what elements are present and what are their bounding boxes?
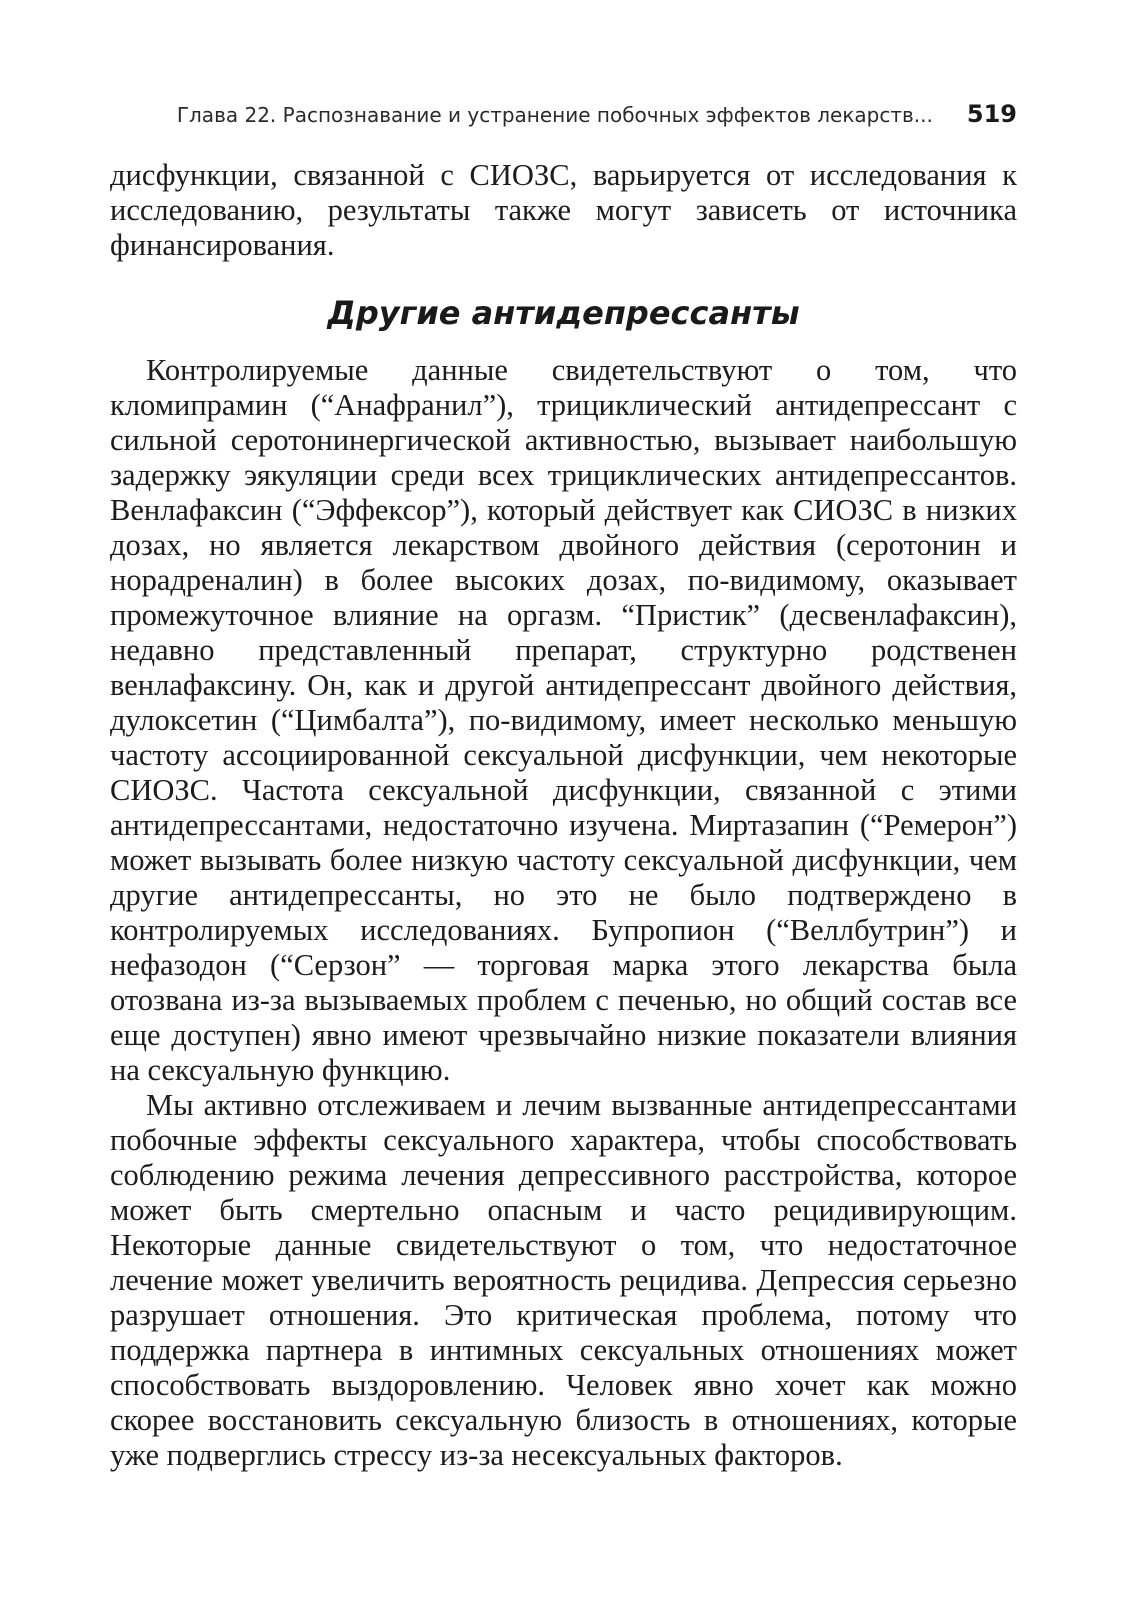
section-heading: Другие антидепрессанты — [327, 294, 800, 332]
chapter-running-title: Глава 22. Распознавание и устранение побочных эффектов лекарств... — [176, 103, 933, 127]
paragraph-2: Мы активно отслеживаем и лечим вызванные антидепрессантами побочные эффекты сексуального характера, чтобы способствовать соблюдению режима лечения депрессивного расстройства, которое может быть смертельно опасным и часто рецидивирующим. Некоторые данные свидетельствуют о том, что недостаточное лечение может увеличить вероятность рецидива. Депрессия серьезно разрушает отношения. Это критическая проблема, потому что поддержка партнера в интимных сексуальных отношениях может способствовать выздоровлению. Человек явно хочет как можно скорее восстановить сексуальную близость в отношениях, которые уже подверглись стрессу из-за несексуальных факторов. — [110, 1088, 1017, 1472]
continued-paragraph: дисфункции, связанной с СИОЗС, варьируется от исследования к исследованию, результаты также могут зависеть от источника финансирования. — [110, 158, 1017, 262]
body-text — [110, 158, 1017, 1473]
paragraph-1: Контролируемые данные свидетельствуют о том, что кломипрамин (“Анафранил”), трициклический антидепрессант с сильной серотонинергической активностью, вызывает наибольшую задержку эякуляции среди всех трициклических антидепрессантов. Венлафаксин (“Эффексор”), который действует как СИОЗС в низких дозах, но является лекарством двойного действия (серотонин и норадреналин) в более высоких дозах, по-видимому, оказывает промежуточное влияние на оргазм. “Пристик” (десвенлафаксин), недавно представленный препарат, структурно родственен венлафаксину. Он, как и другой антидепрессант двойного действия, дулоксетин (“Цимбалта”), по-видимому, имеет несколько меньшую частоту ассоциированной сексуальной дисфункции, чем некоторые СИОЗС. Частота сексуальной дисфункции, связанной с этими антидепрессантами, недостаточно изучена. Миртазапин (“Ремерон”) может вызывать более низкую частоту сексуальной дисфункции, чем другие антидепрессанты, но это не было подтверждено в контролируемых исследованиях. Бупропион (“Веллбутрин”) и нефазодон (“Серзон” — торговая марка этого лекарства была отозвана из-за вызываемых проблем с печенью, но общий состав все еще доступен) явно имеют чрезвычайно низкие показатели влияния на сексуальную функцию. — [110, 353, 1017, 1087]
running-header — [110, 100, 1017, 140]
page-number: 519 — [966, 100, 1017, 128]
